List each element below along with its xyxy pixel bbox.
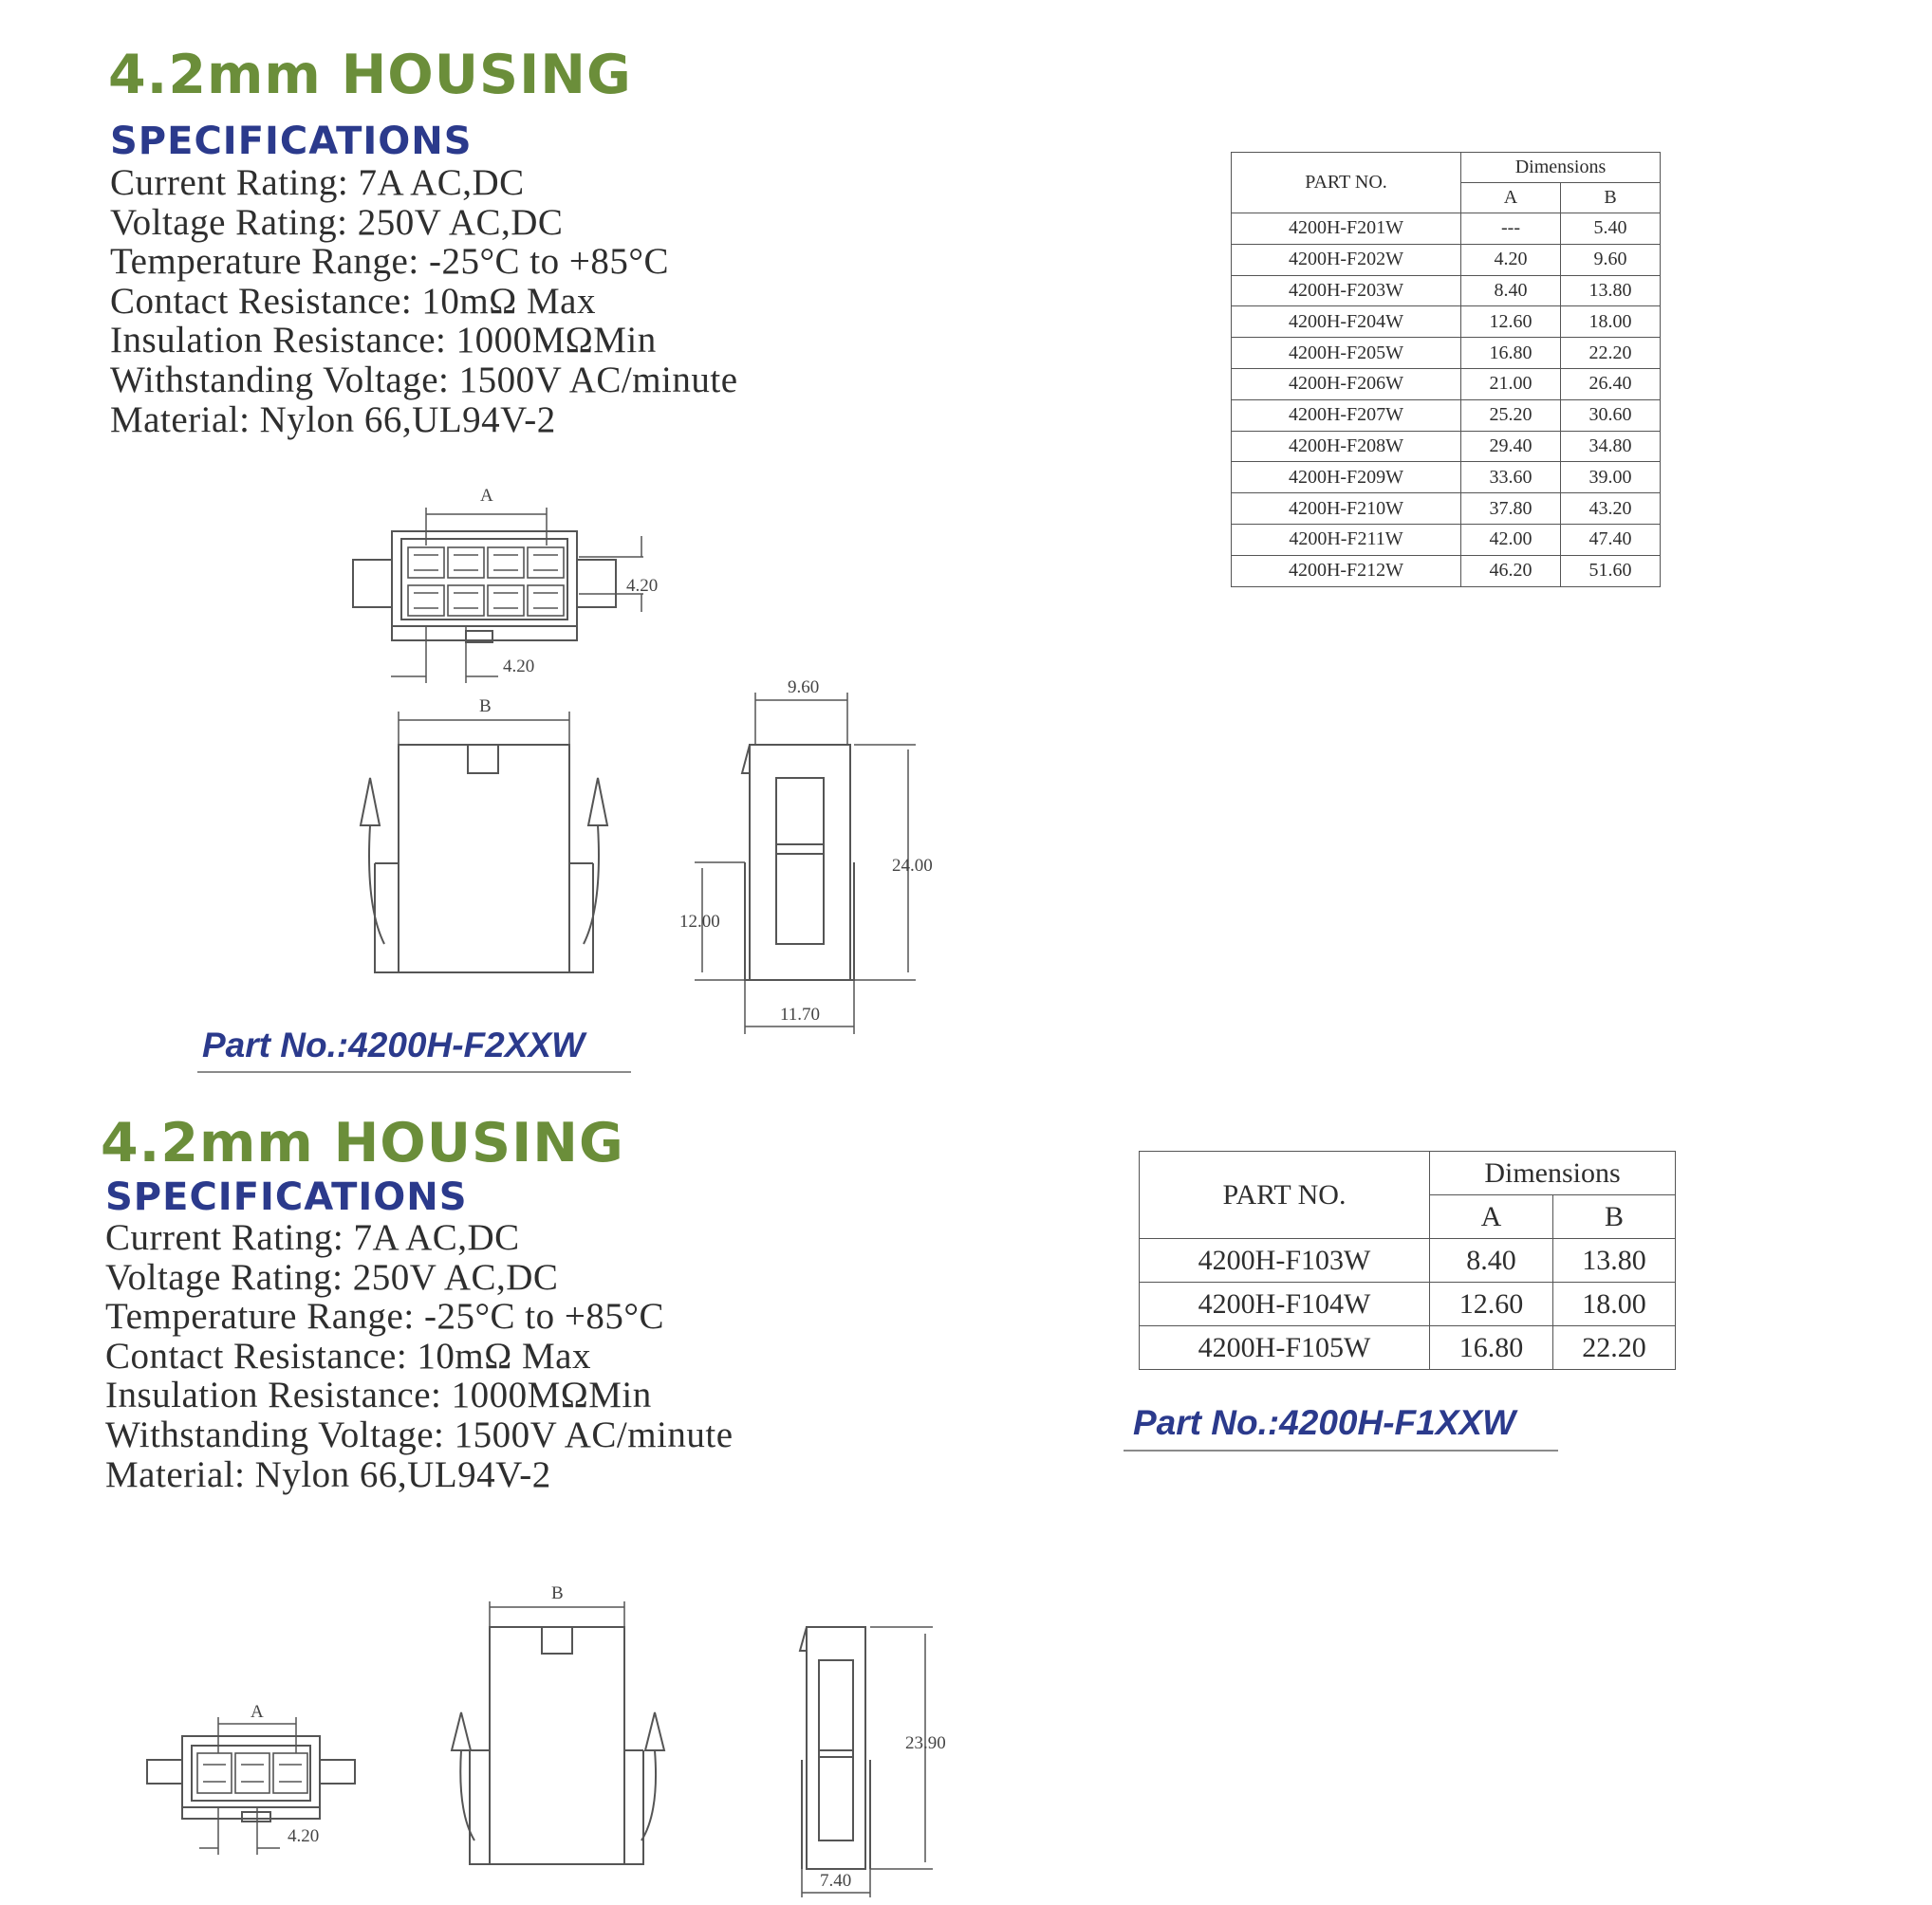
part-no-cell: 4200H-F211W (1232, 524, 1461, 555)
dim-a-cell: 12.60 (1430, 1283, 1553, 1326)
part-no-cell: 4200H-F204W (1232, 306, 1461, 338)
dim-a-cell: 29.40 (1461, 431, 1561, 462)
label-pitch-horizontal: 4.20 (503, 657, 535, 676)
section1-drawing (342, 479, 949, 1077)
table-header-a: A (1461, 183, 1561, 213)
section2-title: 4.2mm HOUSING (101, 1112, 624, 1174)
dim-a-cell: 8.40 (1461, 275, 1561, 306)
table-header-part-no: PART NO. (1140, 1152, 1430, 1239)
part-no-cell: 4200H-F210W (1232, 493, 1461, 525)
table-header-part-no: PART NO. (1232, 153, 1461, 213)
spec-material: Material: Nylon 66,UL94V-2 (105, 1453, 551, 1495)
section2-spec-heading: SPECIFICATIONS (105, 1175, 468, 1219)
spec-current-rating: Current Rating: 7A AC,DC (110, 162, 525, 203)
table-row (1232, 213, 1661, 245)
table-row (1232, 493, 1661, 525)
dim-a-cell: 33.60 (1461, 462, 1561, 493)
label-latch: 12.00 (679, 912, 720, 932)
spec-voltage-rating: Voltage Rating: 250V AC,DC (105, 1256, 559, 1298)
part-no-cell: 4200H-F206W (1232, 368, 1461, 399)
dim-b-cell: 22.20 (1561, 338, 1661, 369)
dim-b-cell: 13.80 (1561, 275, 1661, 306)
dim-a-cell: 12.60 (1461, 306, 1561, 338)
table-header-dimensions: Dimensions (1430, 1152, 1676, 1195)
table-header-b: B (1561, 183, 1661, 213)
spec-temperature-range: Temperature Range: -25°C to +85°C (110, 241, 669, 283)
dim-a-cell: 42.00 (1461, 524, 1561, 555)
part-no-cell: 4200H-F207W (1232, 399, 1461, 431)
label-a: A (251, 1702, 264, 1722)
part-no-cell: 4200H-F103W (1140, 1239, 1430, 1283)
table-row (1232, 244, 1661, 275)
dim-b-cell: 22.20 (1553, 1326, 1676, 1370)
dim-b-cell: 43.20 (1561, 493, 1661, 525)
part-no-cell: 4200H-F104W (1140, 1283, 1430, 1326)
spec-voltage-rating: Voltage Rating: 250V AC,DC (110, 201, 564, 243)
spec-temperature-range: Temperature Range: -25°C to +85°C (105, 1296, 664, 1338)
label-a: A (480, 486, 493, 506)
dim-a-cell: 25.20 (1461, 399, 1561, 431)
dim-b-cell: 5.40 (1561, 213, 1661, 245)
table-row (1140, 1283, 1676, 1326)
label-side-bottom: 7.40 (820, 1871, 852, 1891)
section2-spec-list (105, 1218, 734, 1494)
spec-material: Material: Nylon 66,UL94V-2 (110, 398, 556, 440)
table-row (1232, 431, 1661, 462)
label-side-bottom: 11.70 (780, 1005, 821, 1025)
dim-b-cell: 30.60 (1561, 399, 1661, 431)
table-header-a: A (1430, 1195, 1553, 1239)
table-row (1232, 368, 1661, 399)
table-row (1232, 524, 1661, 555)
section2-part-number: Part No.:4200H-F1XXW (1133, 1403, 1515, 1442)
spec-contact-resistance: Contact Resistance: 10mΩ Max (105, 1335, 591, 1377)
section1-part-underline (197, 1071, 631, 1073)
section1-title: 4.2mm HOUSING (108, 44, 632, 106)
label-pitch-horizontal: 4.20 (288, 1826, 320, 1846)
dim-a-cell: 4.20 (1461, 244, 1561, 275)
part-no-cell: 4200H-F209W (1232, 462, 1461, 493)
label-height: 24.00 (892, 856, 933, 876)
section2-drawing (133, 1575, 987, 1897)
part-no-cell: 4200H-F205W (1232, 338, 1461, 369)
label-b: B (551, 1583, 564, 1603)
dim-a-cell: 8.40 (1430, 1239, 1553, 1283)
table-row (1232, 462, 1661, 493)
spec-insulation-resistance: Insulation Resistance: 1000MΩMin (110, 320, 657, 361)
table-header-dimensions: Dimensions (1461, 153, 1661, 183)
dim-b-cell: 18.00 (1553, 1283, 1676, 1326)
dim-b-cell: 9.60 (1561, 244, 1661, 275)
dim-b-cell: 18.00 (1561, 306, 1661, 338)
part-no-cell: 4200H-F212W (1232, 555, 1461, 586)
dim-b-cell: 34.80 (1561, 431, 1661, 462)
spec-current-rating: Current Rating: 7A AC,DC (105, 1217, 520, 1258)
section1-spec-heading: SPECIFICATIONS (110, 120, 473, 163)
table-row (1232, 275, 1661, 306)
label-b: B (479, 696, 492, 716)
table-row (1232, 338, 1661, 369)
table-row (1232, 399, 1661, 431)
part-no-cell: 4200H-F105W (1140, 1326, 1430, 1370)
dim-b-cell: 51.60 (1561, 555, 1661, 586)
part-no-cell: 4200H-F201W (1232, 213, 1461, 245)
dim-a-cell: 46.20 (1461, 555, 1561, 586)
part-no-cell: 4200H-F203W (1232, 275, 1461, 306)
part-no-cell: 4200H-F202W (1232, 244, 1461, 275)
section1-dimension-table (1231, 152, 1661, 587)
table-header-b: B (1553, 1195, 1676, 1239)
dim-b-cell: 26.40 (1561, 368, 1661, 399)
label-side-top: 9.60 (788, 677, 820, 697)
dim-a-cell: --- (1461, 213, 1561, 245)
section2-dimension-table (1139, 1151, 1676, 1370)
spec-insulation-resistance: Insulation Resistance: 1000MΩMin (105, 1375, 652, 1416)
dim-b-cell: 39.00 (1561, 462, 1661, 493)
dim-a-cell: 21.00 (1461, 368, 1561, 399)
table-row (1140, 1239, 1676, 1283)
table-row (1232, 306, 1661, 338)
table-row (1232, 555, 1661, 586)
dim-a-cell: 16.80 (1430, 1326, 1553, 1370)
label-height: 23.90 (905, 1733, 946, 1753)
spec-withstanding-voltage: Withstanding Voltage: 1500V AC/minute (110, 359, 738, 400)
dim-a-cell: 16.80 (1461, 338, 1561, 369)
dim-a-cell: 37.80 (1461, 493, 1561, 525)
section1-spec-list (110, 163, 738, 439)
table-row (1140, 1326, 1676, 1370)
dim-b-cell: 47.40 (1561, 524, 1661, 555)
spec-withstanding-voltage: Withstanding Voltage: 1500V AC/minute (105, 1414, 734, 1455)
section2-part-underline (1124, 1450, 1558, 1452)
spec-contact-resistance: Contact Resistance: 10mΩ Max (110, 280, 596, 322)
label-pitch-vertical: 4.20 (626, 576, 659, 596)
section1-part-number: Part No.:4200H-F2XXW (202, 1026, 585, 1064)
part-no-cell: 4200H-F208W (1232, 431, 1461, 462)
dim-b-cell: 13.80 (1553, 1239, 1676, 1283)
